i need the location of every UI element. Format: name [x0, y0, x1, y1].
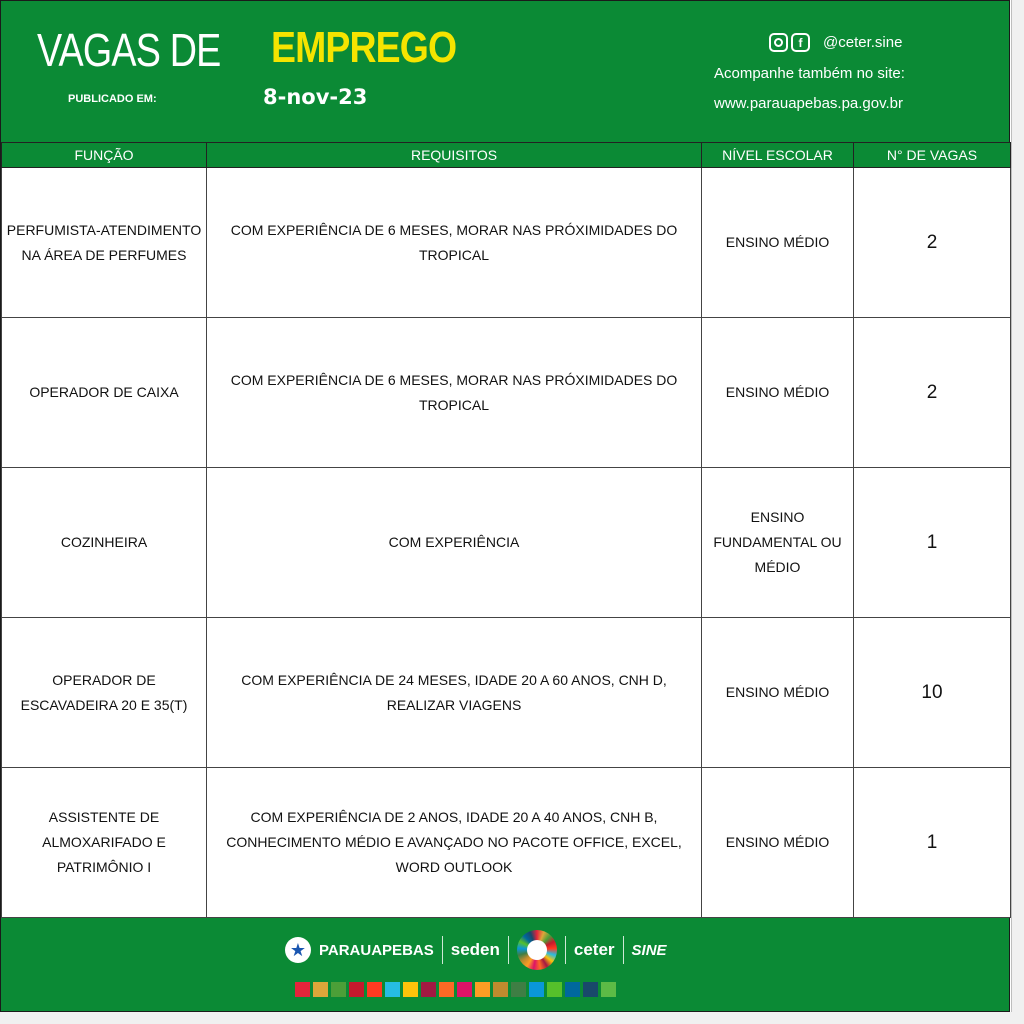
logo-sine: SINE — [631, 941, 667, 959]
cell-requisitos: COM EXPERIÊNCIA DE 6 MESES, MORAR NAS PRÓXIMIDADES DO TROPICAL — [207, 318, 702, 468]
column-header-requisitos: REQUISITOS — [207, 143, 702, 168]
logo-ceter: ceter — [573, 940, 615, 959]
logo-divider — [565, 936, 566, 964]
sdg-goal-2-icon — [313, 982, 328, 997]
cell-vagas: 2 — [854, 168, 1011, 318]
table-row — [2, 618, 1011, 768]
cell-nivel: ENSINO MÉDIO — [702, 318, 854, 468]
sdg-goal-14-icon — [529, 982, 544, 997]
logo-seden: seden — [450, 940, 500, 959]
sdg-goal-5-icon — [367, 982, 382, 997]
parauapebas-star-icon: ★ — [285, 937, 311, 963]
column-header-vagas: N° DE VAGAS — [854, 143, 1011, 168]
instagram-icon[interactable] — [769, 33, 788, 52]
cell-funcao: COZINHEIRA — [2, 468, 207, 618]
sdg-icons-row — [295, 982, 616, 997]
sdg-goal-13-icon — [511, 982, 526, 997]
logo-parauapebas: PARAUAPEBAS — [319, 941, 434, 959]
sdg-goal-7-icon — [403, 982, 418, 997]
follow-text: Acompanhe também no site: — [714, 65, 905, 82]
cell-funcao: ASSISTENTE DE ALMOXARIFADO E PATRIMÔNIO I — [2, 768, 207, 918]
table-header-row — [2, 143, 1011, 168]
sdg-goal-12-icon — [493, 982, 508, 997]
footer-logos — [1, 918, 1010, 1013]
title-part2: EMPREGO — [271, 23, 457, 72]
title-part1: VAGAS DE — [37, 24, 221, 76]
partner-logos — [285, 930, 667, 970]
cell-vagas: 1 — [854, 768, 1011, 918]
table-row — [2, 468, 1011, 618]
sdg-goal-11-icon — [475, 982, 490, 997]
site-url[interactable]: www.parauapebas.pa.gov.br — [714, 95, 904, 112]
cell-nivel: ENSINO MÉDIO — [702, 618, 854, 768]
page-bottom-margin — [0, 1012, 1024, 1024]
sdg-goal-6-icon — [385, 982, 400, 997]
column-header-funcao: FUNÇÃO — [2, 143, 207, 168]
cell-requisitos: COM EXPERIÊNCIA — [207, 468, 702, 618]
logo-divider — [442, 936, 443, 964]
cell-vagas: 10 — [854, 618, 1011, 768]
sdg-goal-9-icon — [439, 982, 454, 997]
cell-requisitos: COM EXPERIÊNCIA DE 2 ANOS, IDADE 20 A 40 ANOS, CNH B, CONHECIMENTO MÉDIO E AVANÇADO NO PACOTE OFFICE, EXCEL, WORD OUTLOOK — [207, 768, 702, 918]
cell-nivel: ENSINO FUNDAMENTAL OU MÉDIO — [702, 468, 854, 618]
cell-vagas: 1 — [854, 468, 1011, 618]
cell-nivel: ENSINO MÉDIO — [702, 168, 854, 318]
ods-wheel-icon — [517, 930, 557, 970]
cell-requisitos: COM EXPERIÊNCIA DE 24 MESES, IDADE 20 A 60 ANOS, CNH D, REALIZAR VIAGENS — [207, 618, 702, 768]
sdg-goal-18-icon — [601, 982, 616, 997]
column-header-nivel: NÍVEL ESCOLAR — [702, 143, 854, 168]
cell-funcao: OPERADOR DE ESCAVADEIRA 20 E 35(T) — [2, 618, 207, 768]
sdg-goal-8-icon — [421, 982, 436, 997]
scrollbar-vertical[interactable] — [1011, 0, 1024, 1024]
sdg-goal-17-icon — [583, 982, 598, 997]
published-label: PUBLICADO EM: — [68, 93, 157, 105]
cell-vagas: 2 — [854, 318, 1011, 468]
logo-divider — [623, 936, 624, 964]
published-date: 8-nov-23 — [263, 85, 368, 109]
cell-funcao: OPERADOR DE CAIXA — [2, 318, 207, 468]
sdg-goal-3-icon — [331, 982, 346, 997]
sdg-goal-16-icon — [565, 982, 580, 997]
logo-divider — [508, 936, 509, 964]
social-handle: @ceter.sine — [823, 34, 903, 51]
jobs-table — [1, 142, 1011, 918]
sdg-goal-1-icon — [295, 982, 310, 997]
table-row — [2, 168, 1011, 318]
table-row — [2, 768, 1011, 918]
sdg-goal-10-icon — [457, 982, 472, 997]
cell-funcao: PERFUMISTA-ATENDIMENTO NA ÁREA DE PERFUMES — [2, 168, 207, 318]
facebook-icon[interactable]: f — [791, 33, 810, 52]
cell-nivel: ENSINO MÉDIO — [702, 768, 854, 918]
sdg-goal-4-icon — [349, 982, 364, 997]
cell-requisitos: COM EXPERIÊNCIA DE 6 MESES, MORAR NAS PRÓXIMIDADES DO TROPICAL — [207, 168, 702, 318]
social-handle-row — [769, 33, 902, 52]
sdg-goal-15-icon — [547, 982, 562, 997]
table-row — [2, 318, 1011, 468]
